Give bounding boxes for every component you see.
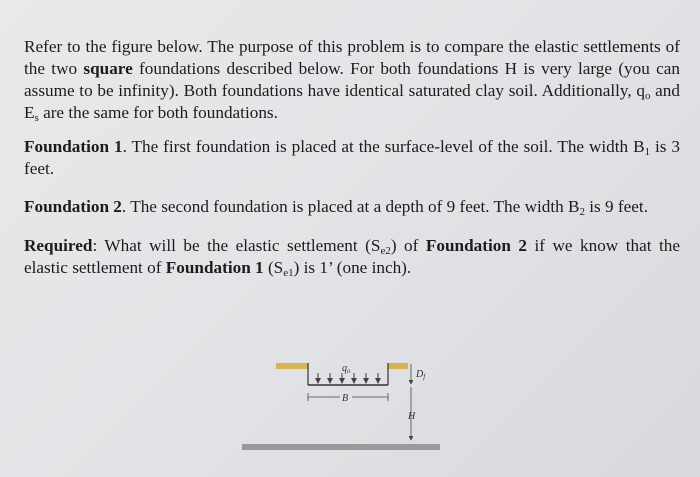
foundation-1-text-1: . The first foundation is placed at the surface-level of the soil. The width B bbox=[122, 137, 645, 156]
se2-subscript: e2 bbox=[380, 245, 391, 257]
required-text-3: if we know that the elastic settlement of bbox=[24, 236, 680, 277]
required-foundation-2: Foundation 2 bbox=[425, 236, 527, 255]
required-foundation-1: Foundation 1 bbox=[165, 258, 264, 277]
required-text-2: ) of bbox=[390, 236, 426, 255]
bottom-layer bbox=[242, 444, 440, 450]
required-label: Required bbox=[24, 236, 93, 255]
required-text-4: (S bbox=[263, 258, 284, 277]
required-text-1: : What will be the elastic settlement (S bbox=[92, 236, 381, 255]
q-label: $q_o$ bbox=[342, 363, 351, 375]
e-subscript: s bbox=[34, 112, 39, 124]
foundation-1-label: Foundation 1 bbox=[24, 137, 123, 156]
intro-paragraph bbox=[24, 36, 680, 124]
required-text-5: ) is 1’ (one inch). bbox=[293, 258, 412, 277]
foundation-2-text-2: is 9 feet. bbox=[584, 197, 648, 216]
foundation-2-paragraph bbox=[24, 196, 680, 218]
foundation-figure bbox=[236, 355, 446, 465]
foundation-diagram bbox=[236, 355, 446, 465]
intro-text-2: foundations described below. For both foundations H is very large (you can assume to be infinity). Both foundations have identical saturated clay soil. Additionally, q bbox=[24, 59, 680, 100]
df-label: $D_f$ bbox=[416, 369, 426, 381]
foundation-2-text-1: . The second foundation is placed at a depth of 9 feet. The width B bbox=[121, 197, 580, 216]
foundation-2-label: Foundation 2 bbox=[24, 197, 122, 216]
b2-subscript: 2 bbox=[579, 206, 585, 218]
foundation-1-text-2: is 3 feet. bbox=[24, 137, 681, 178]
problem-text bbox=[24, 36, 680, 279]
ground-surface-right bbox=[388, 363, 408, 369]
required-paragraph bbox=[24, 235, 680, 279]
intro-bold-square: square bbox=[83, 59, 133, 78]
intro-text-4: are the same for both foundations. bbox=[38, 103, 278, 122]
b-label: B bbox=[342, 393, 349, 404]
ground-surface-left bbox=[276, 363, 308, 369]
foundation-1-paragraph bbox=[24, 136, 680, 180]
h-label: H bbox=[408, 411, 416, 422]
q-subscript: o bbox=[644, 90, 651, 102]
se1-subscript: e1 bbox=[283, 267, 294, 279]
intro-text-1: Refer to the figure below. The purpose of this problem is to compare the elastic settlements of the two bbox=[24, 37, 680, 78]
b1-subscript: 1 bbox=[644, 146, 651, 158]
intro-text-3: and E bbox=[24, 81, 680, 122]
